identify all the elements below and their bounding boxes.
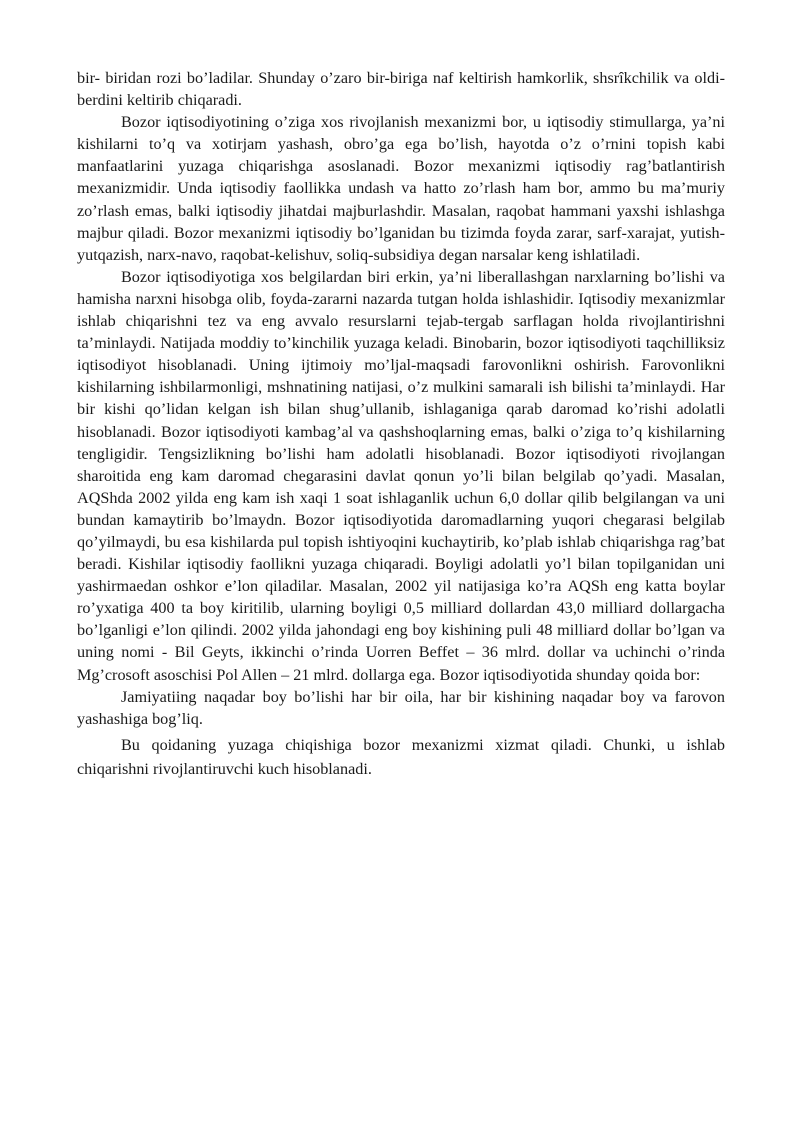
document-page bbox=[77, 67, 725, 781]
paragraph-5: Bu qoidaning yuzaga chiqishiga bozor mexanizmi xizmat qiladi. Chunki, u ishlab chiqarishni rivojlantiruvchi kuch hisoblanadi. bbox=[77, 735, 725, 778]
paragraph-3: Bozor iqtisodiyotiga xos belgilardan biri erkin, ya’ni liberallashgan narxlarning bo’lishi va hamisha narxni hisobga olib, foyda-zararni nazarda tutgan holda ishlashidir. Iqtisodiy mexanizmlar ishlab chiqarishni tez va eng avvalo resurslarni tejab-tergab sarflagan holda rivojlantirishni ta’minlaydi. Natijada moddiy to’kinchilik yuzaga keladi. Binobarin, bozor iqtisodiyoti taqchilliksiz iqtisodiyot hisoblanadi. Uning ijtimoiy mo’ljal-maqsadi farovonlikni oshirish. Farovonlikni kishilarning ishbilarmonligi, mshnatining natijasi, o’z mulkini samarali ish bilishi ta’minlaydi. Har bir kishi qo’lidan kelgan ish bilan shug’ullanib, ishlaganiga qarab daromad ko’rishi adolatli hisoblanadi. Bozor iqtisodiyoti kambag’al va qashshoqlarning emas, balki o’ziga to’q kishilarning tengligidir. Tengsizlikning bo’lishi ham adolatli hisoblanadi. Bozor iqtisodiyoti rivojlangan sharoitida eng kam daromad chegarasini davlat qonun yo’li bilan belgilab qo’yadi. Masalan, AQShda 2002 yilda eng kam ish xaqi 1 soat ishlaganlik uchun 6,0 dollar qilib belgilangan va uni bundan kamaytirib bo’lmaydn. Bozor iqtisodiyotida daromadlarning yuqori chegarasi belgilab qo’yilmaydi, bu esa kishilarda pul topish ishtiyoqini kuchaytirib, ko’plab ishlab chiqarishga rag’bat beradi. Kishilar iqtisodiy faollikni yuzaga chiqaradi. Boyligi adolatli yo’l bilan topilganidan uni yashirmaedan oshkor e’lon qiladilar. Masalan, 2002 yil natijasiga ko’ra AQSh eng katta boylar ro’yxatiga 400 ta boy kiritilib, ularning boyligi 0,5 milliard dollardan 43,0 milliard dollargacha bo’lganligi e’lon qilindi. 2002 yilda jahondagi eng boy kishining puli 48 milliard dollar bo’lgan va uning nomi - Bil Geyts, ikkinchi o’rinda Uorren Beffet – 36 mlrd. dollar va uchinchi o’rinda Mg’crosoft asoschisi Pol Allen – 21 mlrd. dollarga ega. Bozor iqtisodiyotida shunday qoida bor: bbox=[77, 267, 725, 684]
paragraph-1: bir- biridan rozi bo’ladilar. Shunday o’zaro bir-biriga naf keltirish hamkorlik, shsrîkchilik va oldi-berdini keltirib chiqaradi. bbox=[77, 69, 725, 110]
paragraph-4: Jamiyatiing naqadar boy bo’lishi har bir oila, har bir kishining naqadar boy va farovon yashashiga bog’liq. bbox=[77, 687, 725, 728]
paragraph-2: Bozor iqtisodiyotining o’ziga xos rivojlanish mexanizmi bor, u iqtisodiy stimullarga, ya’ni kishilarni to’q va xotirjam yashash, obro’ga ega bo’lish, hayotda o’z o’rnini topish kabi manfaatlarini yuzaga chiqarishga asoslanadi. Bozor mexanizmi iqtisodiy rag’batlantirish mexanizmidir. Unda iqtisodiy faollikka undash va hatto zo’rlash ham bor, ammo bu ma’muriy zo’rlash emas, balki iqtisodiy jihatdai majburlashdir. Masalan, raqobat hammani yaxshi ishlashga majbur qiladi. Bozor mexanizmi iqtisodiy bo’lganidan bu tizimda foyda zarar, sarf-xarajat, yutish-yutqazish, narx-navo, raqobat-kelishuv, soliq-subsidiya degan narsalar keng ishlatiladi. bbox=[77, 113, 725, 264]
